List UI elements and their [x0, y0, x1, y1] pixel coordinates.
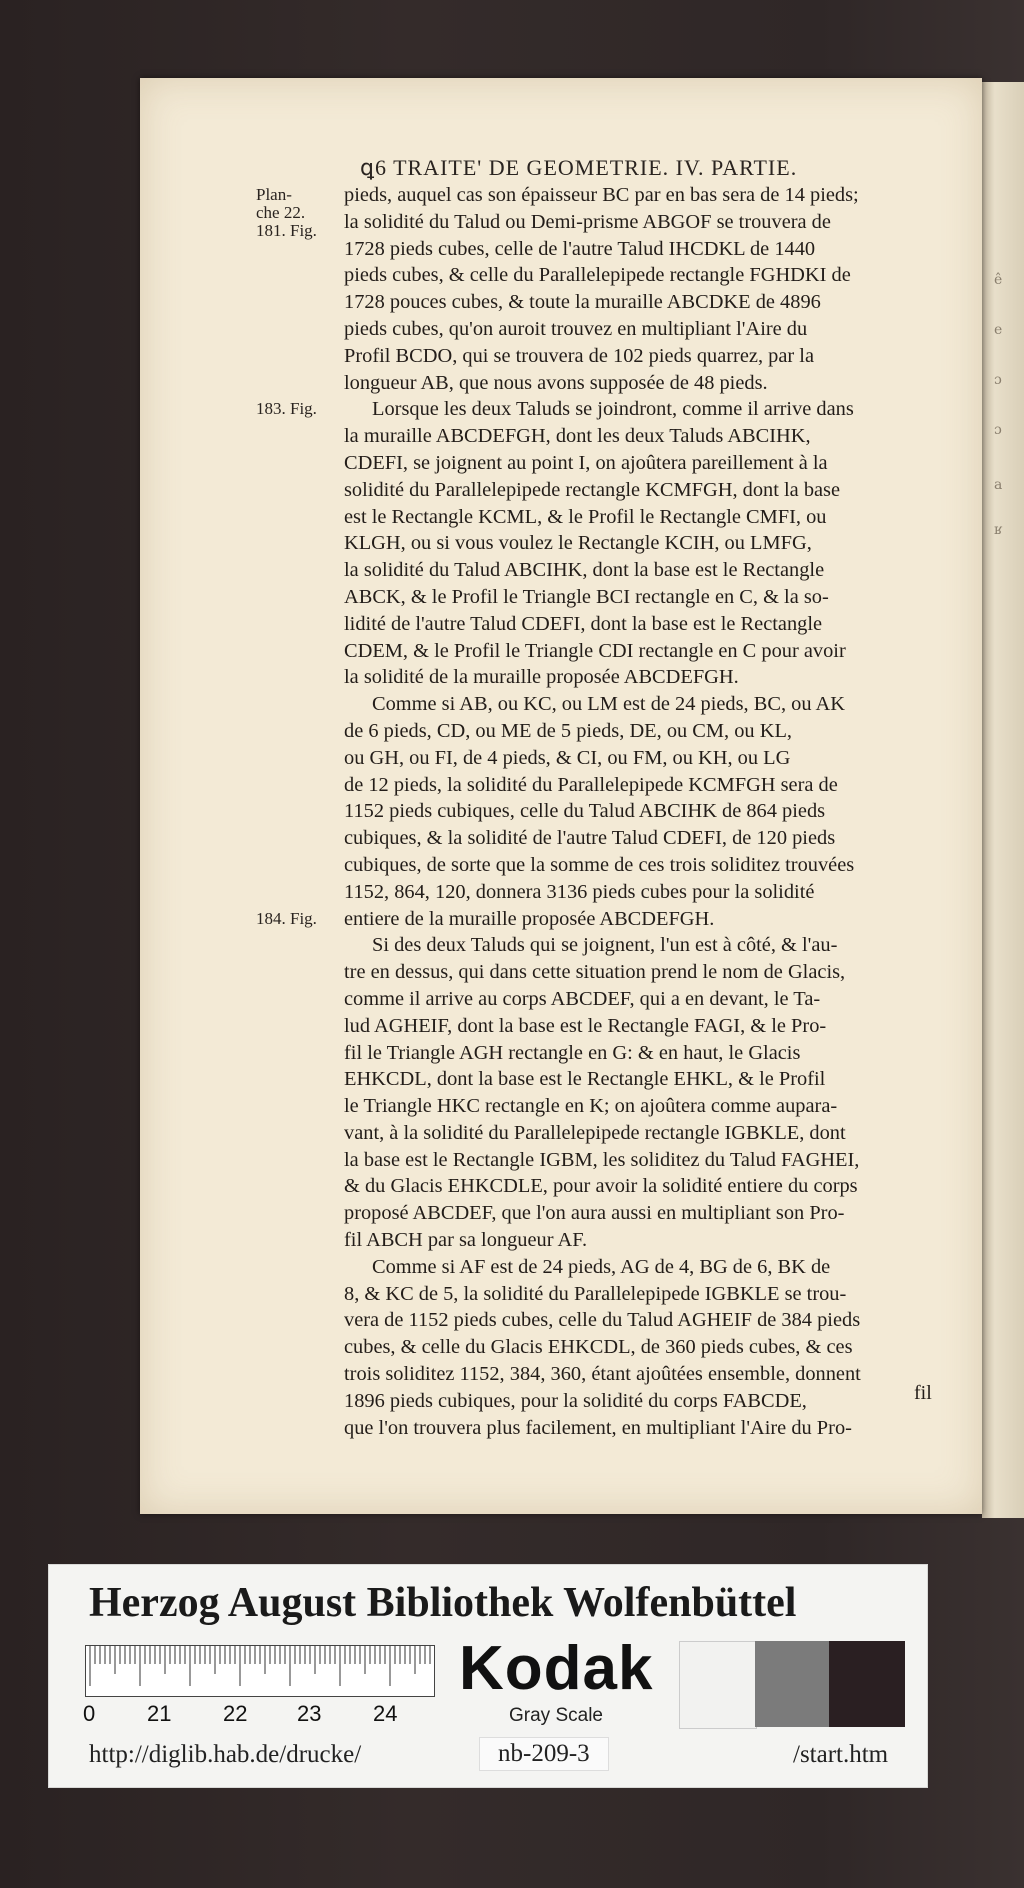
- text-line: fil le Triangle AGH rectangle en G: & en haut, le Glacis: [344, 1041, 801, 1064]
- body-text: [344, 182, 946, 1441]
- text-line: pieds, auquel cas son épaisseur BC par en bas sera de 14 pieds;: [344, 184, 859, 206]
- text-line: 1896 pieds cubiques, pour la solidité du corps FABCDE,: [344, 1389, 807, 1412]
- ruler-labels: [83, 1701, 443, 1725]
- kodak-logo: Kodak: [459, 1634, 654, 1703]
- gray-swatch-dark: [829, 1641, 905, 1727]
- text-line: la solidité du Talud ABCIHK, dont la base est le Rectangle: [344, 559, 825, 582]
- text-line: Comme si AF est de 24 pieds, AG de 4, BG de 6, BK de: [372, 1255, 831, 1278]
- text-line: cubes, & celle du Glacis EHKCDL, de 360 pieds cubes, & ces: [344, 1336, 853, 1359]
- text-line: 1728 pouces cubes, & toute la muraille ABCDKE de 4896: [344, 291, 821, 314]
- text-line: comme il arrive au corps ABCDEF, qui a en devant, le Ta-: [344, 987, 821, 1010]
- text-line: entiere de la muraille proposée ABCDEFGH.: [344, 907, 715, 930]
- ruler-ticks: [86, 1646, 434, 1696]
- text-line: pieds cubes, & celle du Parallelepipede rectangle FGHDKI de: [344, 264, 851, 287]
- text-line: que l'on trouvera plus facilement, en multipliant l'Aire du Pro-: [344, 1416, 852, 1439]
- margin-note-fig-183: 183. Fig.: [256, 399, 317, 418]
- text-line: la base est le Rectangle IGBM, les soliditez du Talud FAGHEI,: [344, 1148, 860, 1171]
- text-line: KLGH, ou si vous voulez le Rectangle KCIH, ou LMFG,: [344, 532, 812, 555]
- text-line: cubiques, de sorte que la somme de ces trois soliditez trouvées: [344, 853, 855, 876]
- gray-swatch-mid: [755, 1641, 829, 1727]
- catchword: fil: [914, 1382, 932, 1404]
- ruler: [85, 1645, 435, 1697]
- running-header: ꝗ6 TRAITE' DE GEOMETRIE. IV. PARTIE.: [360, 155, 798, 180]
- library-title: Herzog August Bibliothek Wolfenbüttel: [89, 1580, 797, 1626]
- text-line: & du Glacis EHKCDLE, pour avoir la solidité entiere du corps: [344, 1175, 858, 1198]
- text-line: fil ABCH par sa longueur AF.: [344, 1229, 588, 1252]
- library-color-strip: [48, 1564, 928, 1788]
- text-line: 1152 pieds cubiques, celle du Talud ABCIHK de 864 pieds: [344, 800, 826, 823]
- text-line: la muraille ABCDEFGH, dont les deux Taluds ABCIHK,: [344, 425, 811, 448]
- text-line: CDEFI, se joignent au point I, on ajoûtera pareillement à la: [344, 451, 828, 474]
- text-line: la solidité du Talud ou Demi-prisme ABGOF se trouvera de: [344, 210, 831, 233]
- text-line: lud AGHEIF, dont la base est le Rectangle FAGI, & le Pro-: [344, 1014, 827, 1037]
- url-id: nb-209-3: [479, 1737, 609, 1771]
- text-line: Si des deux Taluds qui se joignent, l'un est à côté, & l'au-: [372, 934, 838, 957]
- ruler-label: 23: [297, 1701, 322, 1726]
- text-line: proposé ABCDEF, que l'on aura aussi en multipliant son Pro-: [344, 1202, 845, 1225]
- text-line: 1152, 864, 120, donnera 3136 pieds cubes pour la solidité: [344, 880, 815, 903]
- url-base: http://diglib.hab.de/drucke/: [89, 1741, 362, 1768]
- text-line: 1728 pieds cubes, celle de l'autre Talud IHCDKL de 1440: [344, 237, 816, 260]
- text-line: Lorsque les deux Taluds se joindront, comme il arrive dans: [372, 398, 854, 421]
- text-line: longueur AB, que nous avons supposée de 48 pieds.: [344, 371, 768, 394]
- text-line: cubiques, & la solidité de l'autre Talud CDEFI, de 120 pieds: [344, 827, 836, 850]
- text-line: Profil BCDO, qui se trouvera de 102 pieds quarrez, par la: [344, 344, 814, 367]
- margin-note-fig-184: 184. Fig.: [256, 909, 317, 928]
- text-line: vera de 1152 pieds cubes, celle du Talud AGHEIF de 384 pieds: [344, 1309, 861, 1332]
- text-line: la solidité de la muraille proposée ABCDEFGH.: [344, 666, 739, 689]
- text-line: trois soliditez 1152, 384, 360, étant ajoûtées ensemble, donnent: [344, 1363, 861, 1386]
- ruler-label: 21: [147, 1701, 172, 1726]
- margin-note-plate: Plan- che 22. 181. Fig.: [256, 185, 317, 240]
- gray-swatch-light: [679, 1641, 757, 1729]
- text-line: ABCK, & le Profil le Triangle BCI rectangle en C, & la so-: [344, 585, 829, 608]
- text-line: ou GH, ou FI, de 4 pieds, & CI, ou FM, ou KH, ou LG: [344, 746, 791, 769]
- text-line: pieds cubes, qu'on auroit trouvez en multipliant l'Aire du: [344, 317, 808, 340]
- adjacent-page-edge: ê e ɔ ɔ a ʁ: [982, 82, 1024, 1518]
- text-line: de 6 pieds, CD, ou ME de 5 pieds, DE, ou CM, ou KL,: [344, 719, 792, 742]
- url-suffix: /start.htm: [793, 1741, 889, 1768]
- text-line: EHKCDL, dont la base est le Rectangle EHKL, & le Profil: [344, 1068, 826, 1091]
- text-line: solidité du Parallelepipede rectangle KCMFGH, dont la base: [344, 478, 841, 501]
- ruler-label: 0: [83, 1701, 96, 1726]
- text-line: lidité de l'autre Talud CDEFI, dont la base est le Rectangle: [344, 612, 823, 635]
- text-line: est le Rectangle KCML, & le Profil le Rectangle CMFI, ou: [344, 505, 827, 528]
- text-line: CDEM, & le Profil le Triangle CDI rectangle en C pour avoir: [344, 639, 846, 662]
- text-line: 8, & KC de 5, la solidité du Parallelepipede IGBKLE se trou-: [344, 1282, 847, 1305]
- text-line: tre en dessus, qui dans cette situation prend le nom de Glacis,: [344, 961, 846, 984]
- text-line: de 12 pieds, la solidité du Parallelepipede KCMFGH sera de: [344, 773, 838, 796]
- text-line: vant, à la solidité du Parallelepipede rectangle IGBKLE, dont: [344, 1121, 846, 1144]
- gray-scale-label: Gray Scale: [509, 1705, 603, 1726]
- text-line: le Triangle HKC rectangle en K; on ajoûtera comme aupara-: [344, 1095, 838, 1118]
- text-line: Comme si AB, ou KC, ou LM est de 24 pieds, BC, ou AK: [372, 693, 845, 716]
- ruler-label: 22: [223, 1701, 248, 1726]
- ruler-label: 24: [373, 1701, 398, 1726]
